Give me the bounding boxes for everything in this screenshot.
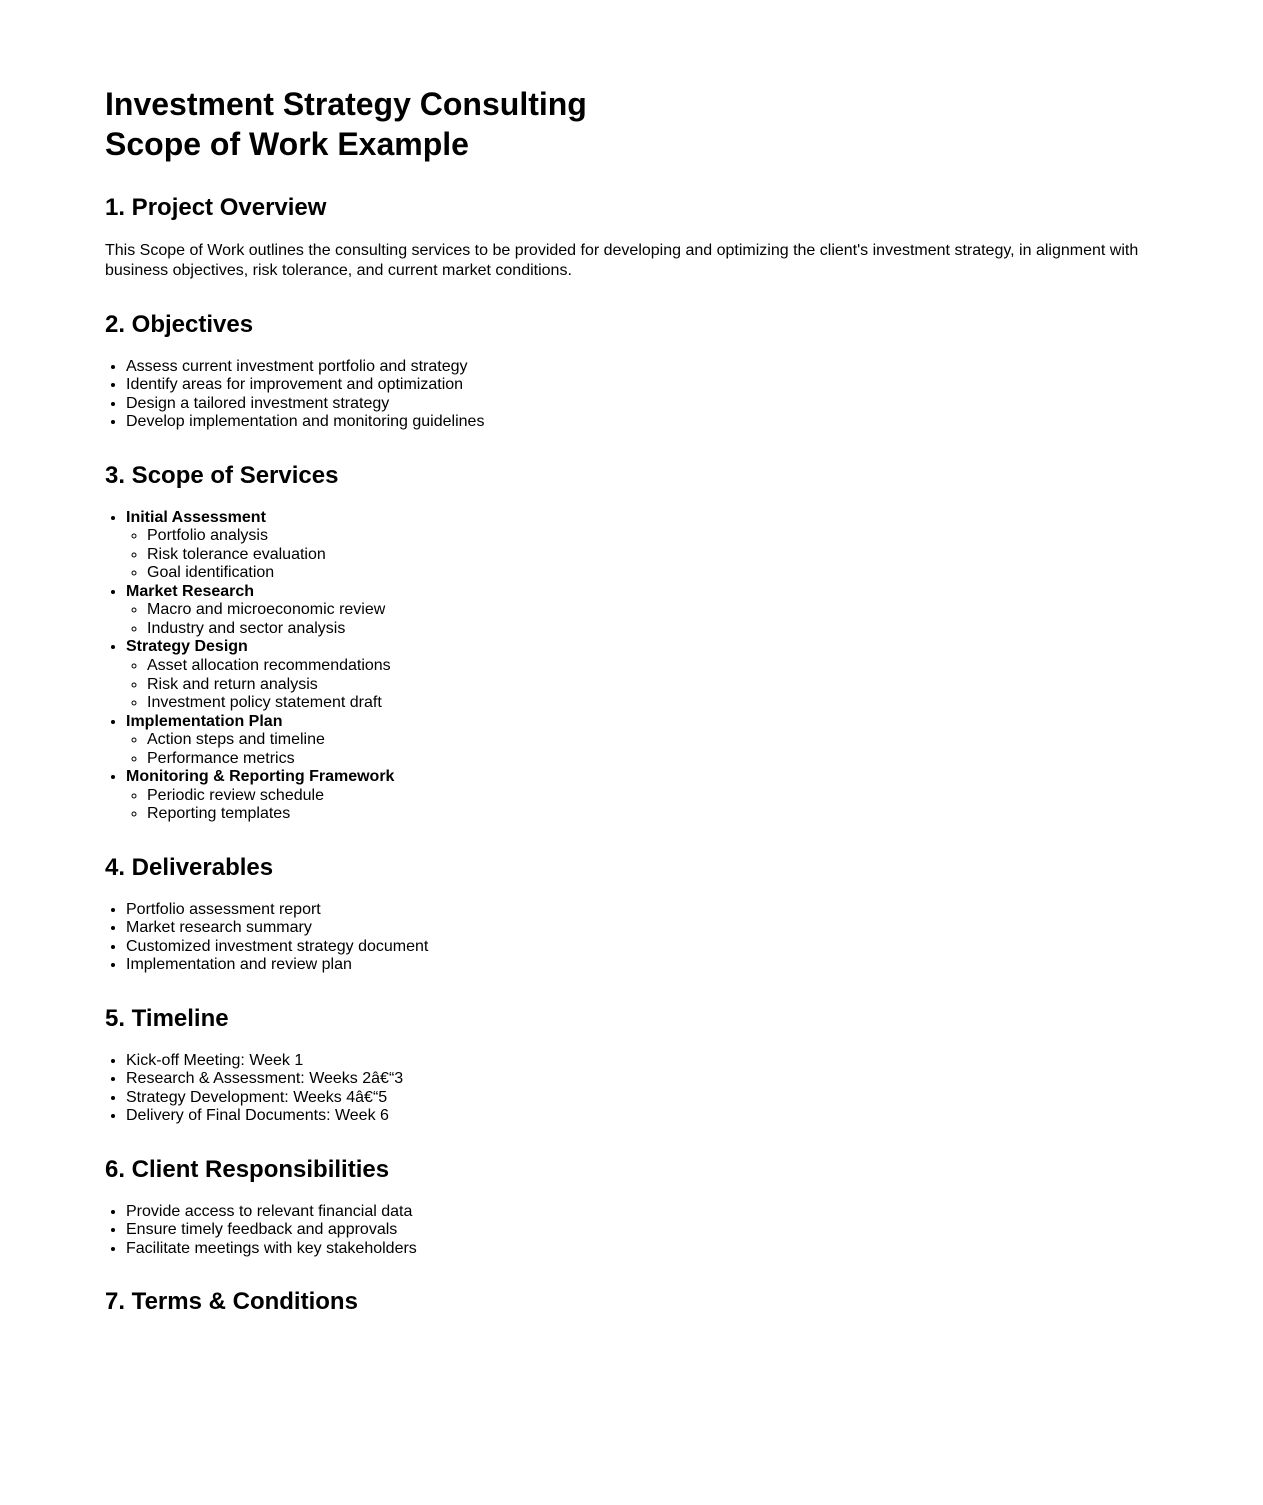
list-item: • Ensure timely feedback and approvals — [126, 1221, 1151, 1240]
list-item: • Research & Assessment: Weeks 2â€“3 — [126, 1070, 1151, 1089]
list-group-label: Market Research — [126, 582, 255, 600]
list-group-label: Implementation Plan — [126, 712, 283, 730]
list-group-label: Initial Assessment — [126, 508, 266, 526]
list-item: • Strategy Development: Weeks 4â€“5 — [126, 1089, 1151, 1108]
list-item: • Customized investment strategy document — [126, 938, 1151, 957]
list-item: • Delivery of Final Documents: Week 6 — [126, 1107, 1151, 1126]
sub-list — [126, 731, 1151, 768]
objectives-list — [105, 358, 1151, 432]
list-item: • Portfolio assessment report — [126, 901, 1151, 920]
document-title-line-2: Scope of Work Example — [105, 126, 469, 162]
deliverables-list — [105, 901, 1151, 975]
section-heading-project-overview: 1. Project Overview — [105, 194, 327, 221]
sub-list — [126, 527, 1151, 583]
document-title-line-1: Investment Strategy Consulting — [105, 86, 587, 122]
list-item: • Kick-off Meeting: Week 1 — [126, 1052, 1151, 1071]
list-item: ◦ Goal identification — [147, 564, 1151, 583]
list-item: • Assess current investment portfolio and strategy — [126, 358, 1151, 377]
timeline-list — [105, 1052, 1151, 1126]
sub-list — [126, 601, 1151, 638]
list-item: ◦ Action steps and timeline — [147, 731, 1151, 750]
project-overview-paragraph: This Scope of Work outlines the consulting services to be provided for developing and optimizing the client's investment strategy, in alignment with business objectives, risk tolerance, and current market conditions. — [105, 241, 1139, 279]
list-item — [126, 638, 1151, 712]
list-item: • Identify areas for improvement and optimization — [126, 376, 1151, 395]
list-item: ◦ Industry and sector analysis — [147, 620, 1151, 639]
section-heading-scope-of-services: 3. Scope of Services — [105, 461, 339, 489]
section-heading-objectives: 2. Objectives — [105, 310, 254, 338]
document-title — [105, 84, 1151, 164]
client-responsibilities-list — [105, 1203, 1151, 1259]
list-group-label: Monitoring & Reporting Framework — [126, 768, 395, 786]
section-heading-deliverables: 4. Deliverables — [105, 853, 274, 881]
list-item: • Provide access to relevant financial data — [126, 1203, 1151, 1222]
list-item: ◦ Portfolio analysis — [147, 527, 1151, 546]
section-heading-terms-and-conditions: 7. Terms & Conditions — [105, 1288, 358, 1316]
list-item: ◦ Asset allocation recommendations — [147, 657, 1151, 676]
list-item — [126, 583, 1151, 639]
list-group-label: Strategy Design — [126, 638, 248, 656]
list-item: • Facilitate meetings with key stakeholders — [126, 1240, 1151, 1259]
list-item — [126, 509, 1151, 583]
list-item: ◦ Investment policy statement draft — [147, 694, 1151, 713]
list-item: ◦ Periodic review schedule — [147, 787, 1151, 806]
section-heading-timeline: 5. Timeline — [105, 1004, 229, 1032]
list-item: • Develop implementation and monitoring guidelines — [126, 413, 1151, 432]
list-item: ◦ Risk tolerance evaluation — [147, 546, 1151, 565]
list-item: ◦ Reporting templates — [147, 805, 1151, 824]
list-item: • Implementation and review plan — [126, 956, 1151, 975]
list-item — [126, 768, 1151, 824]
list-item: ◦ Macro and microeconomic review — [147, 601, 1151, 620]
list-item: • Market research summary — [126, 919, 1151, 938]
list-item: ◦ Risk and return analysis — [147, 676, 1151, 695]
scope-of-services-list — [105, 509, 1151, 824]
sub-list — [126, 787, 1151, 824]
section-heading-client-responsibilities: 6. Client Responsibilities — [105, 1155, 390, 1183]
list-item: ◦ Performance metrics — [147, 750, 1151, 769]
list-item: • Design a tailored investment strategy — [126, 395, 1151, 414]
sub-list — [126, 657, 1151, 713]
list-item — [126, 713, 1151, 769]
